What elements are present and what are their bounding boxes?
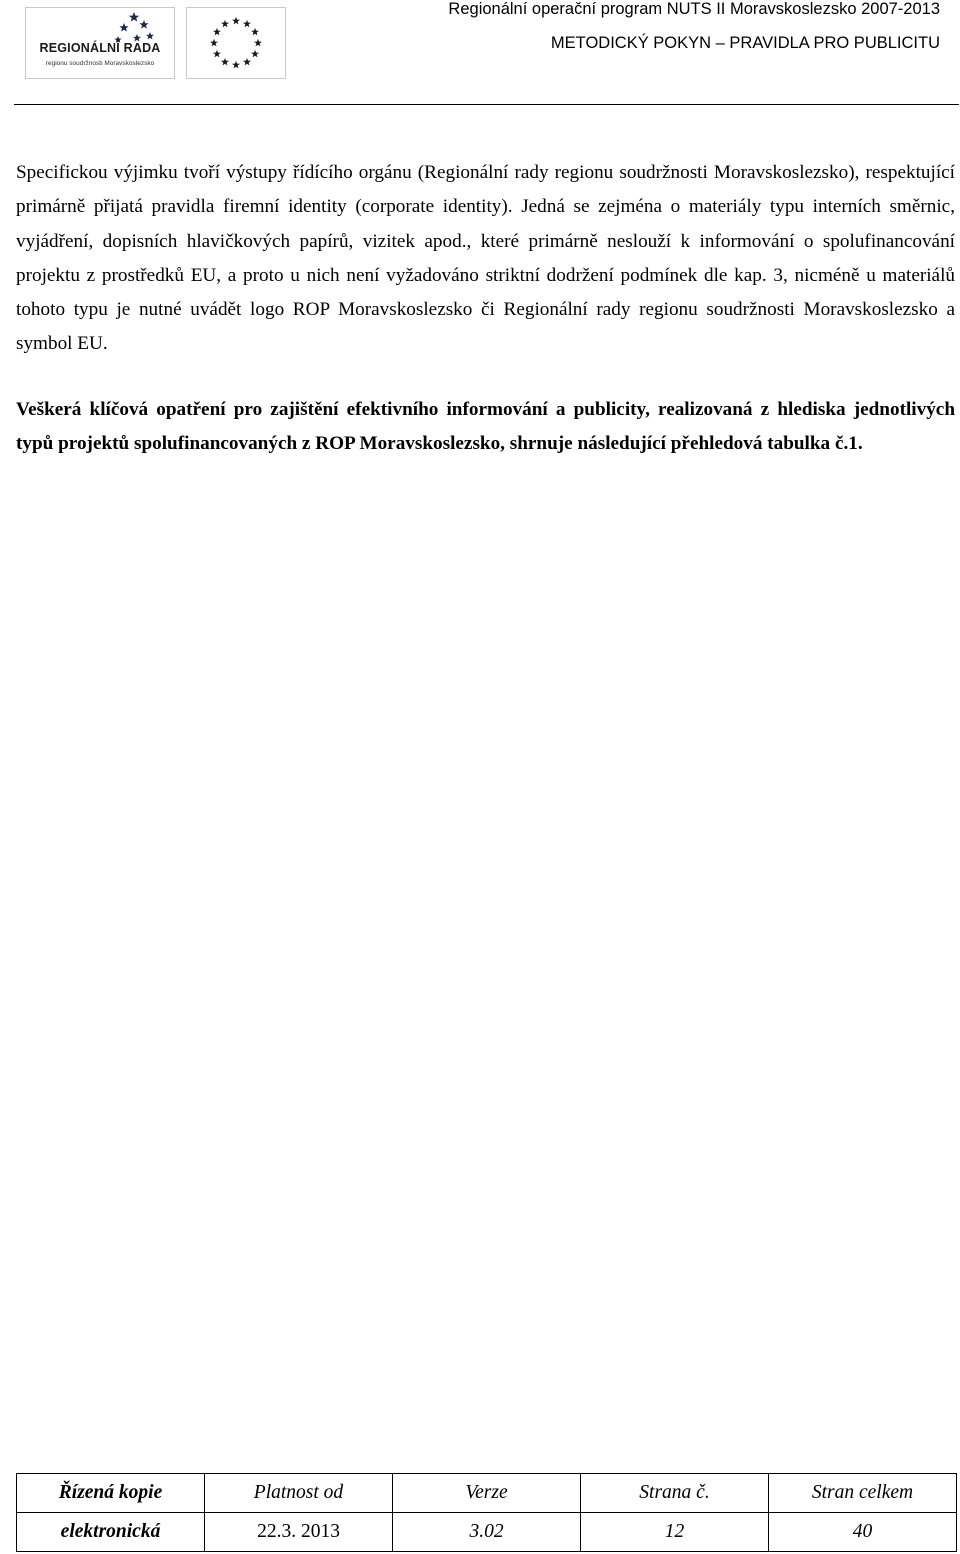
footer-table <box>16 1473 957 1552</box>
eu-star-icon <box>251 50 259 58</box>
footer-value-page: 12 <box>581 1513 769 1552</box>
eu-stars-circle-icon <box>187 8 285 78</box>
eu-logo <box>186 7 286 79</box>
footer-label-total-pages: Stran celkem <box>769 1474 957 1513</box>
page-body <box>16 156 955 461</box>
footer-label-row <box>17 1474 957 1513</box>
eu-star-icon <box>213 50 221 58</box>
eu-star-icon <box>210 39 218 47</box>
footer-label-controlled-copy: Řízená kopie <box>17 1474 205 1513</box>
eu-star-icon <box>254 39 262 47</box>
footer-label-version: Verze <box>393 1474 581 1513</box>
eu-star-icon <box>221 58 229 66</box>
eu-star-icon <box>221 20 229 28</box>
rada-logo-title: REGIONÁLNÍ RADA <box>39 41 161 55</box>
footer-value-controlled-copy: elektronická <box>17 1513 205 1552</box>
paragraph-summary: Veškerá klíčová opatření pro zajištění efektivního informování a publicity, realizovaná z hlediska jednotlivých typů projektů spolufinancovaných z ROP Moravskoslezsko, shrnuje následující přehledová tabulka č.1. <box>16 398 955 455</box>
eu-star-icon <box>232 17 240 25</box>
eu-star-icon <box>243 58 251 66</box>
paragraph-corporate-identity: Specifickou výjimku tvoří výstupy řídícího orgánu (Regionální rady regionu soudržnosti Moravskoslezsko), respektující primárně přijatá pravidla firemní identity (corporate identity). Jedná se zejména o materiály typu interních směrnic, vyjádření, dopisních hlavičkových papírů, vizitek apod., které primárně neslouží k informování o spolufinancování projektu z prostředků EU, a proto u nich není vyžadováno striktní dodržení podmínek dle kap. 3, nicméně u materiálů tohoto typu je nutné uvádět logo ROP Moravskoslezsko či Regionální rady regionu soudržnosti Moravskoslezsko a symbol EU. <box>16 162 955 355</box>
document-title: METODICKÝ POKYN – PRAVIDLA PRO PUBLICITU <box>550 34 940 52</box>
eu-star-icon <box>243 20 251 28</box>
page-header <box>0 0 960 110</box>
eu-star-icon <box>213 28 221 36</box>
footer-value-version: 3.02 <box>393 1513 581 1552</box>
footer-value-row <box>17 1513 957 1552</box>
rada-logo-subtitle: regionu soudržnosti Moravskoslezsko <box>45 60 155 67</box>
footer-value-total-pages: 40 <box>769 1513 957 1552</box>
eu-star-icon <box>232 61 240 69</box>
footer-label-valid-from: Platnost od <box>205 1474 393 1513</box>
eu-star-icon <box>251 28 259 36</box>
footer-label-page: Strana č. <box>581 1474 769 1513</box>
footer-value-valid-from: 22.3. 2013 <box>205 1513 393 1552</box>
header-divider <box>14 104 959 105</box>
regionalni-rada-logo <box>25 7 175 79</box>
program-title: Regionální operační program NUTS II Moravskoslezsko 2007-2013 <box>448 0 940 18</box>
